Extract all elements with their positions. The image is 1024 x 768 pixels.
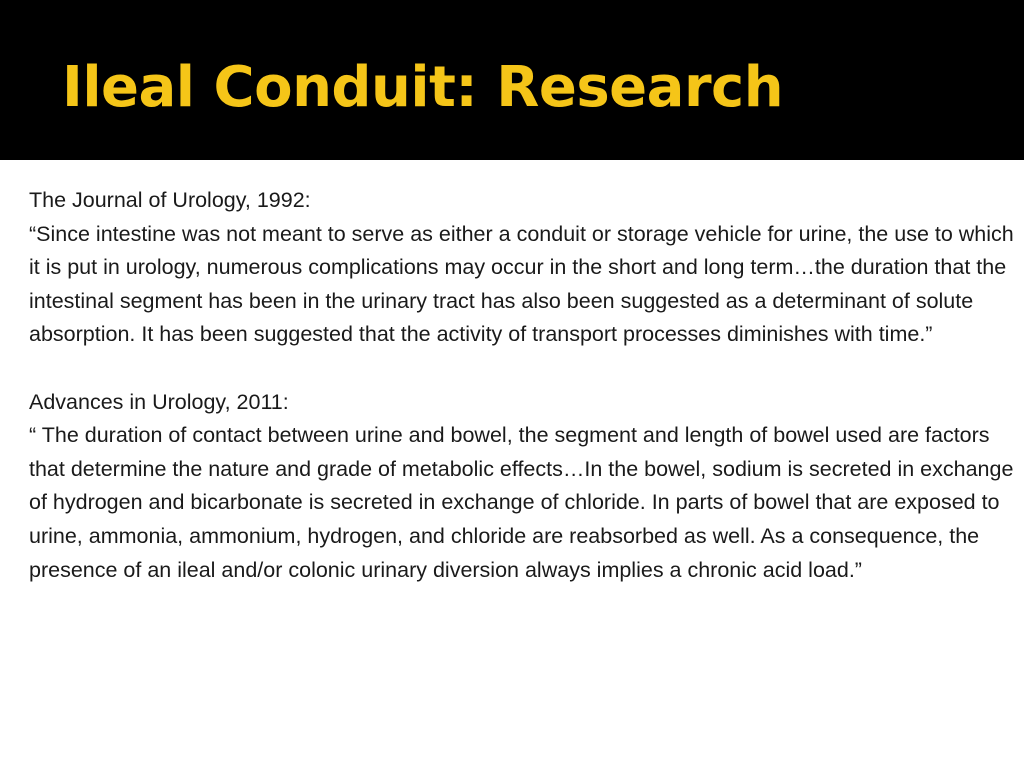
citation-quote: “ The duration of contact between urine and bowel, the segment and length of bowel used are factors that determine the nature and grade of metabolic effects…In the bowel, sodium is secreted in exchange of hydrogen and bicarbonate is secreted in exchange of chloride. In parts of bowel that are exposed to urine, ammonia, ammonium, hydrogen, and chloride are reabsorbed as well. As a consequence, the presence of an ileal and/or colonic urinary diversion always implies a chronic acid load.” <box>29 423 1014 582</box>
citation-quote: “Since intestine was not meant to serve as either a conduit or storage vehicle for urine, the use to which it is put in urology, numerous complications may occur in the short and long term…the duration that the intestinal segment has been in the urinary tract has also been suggested as a determinant of solute absorption. It has been suggested that the activity of transport processes diminishes with time.” <box>29 221 1014 347</box>
slide-title: Ileal Conduit: Research <box>62 55 784 120</box>
citation-advances-in-urology <box>29 386 1019 588</box>
slide-body <box>29 184 1019 587</box>
title-bar <box>0 0 1024 160</box>
citation-source: The Journal of Urology, 1992: <box>29 188 311 212</box>
citation-source: Advances in Urology, 2011: <box>29 389 289 414</box>
citation-journal-of-urology <box>29 184 1019 352</box>
